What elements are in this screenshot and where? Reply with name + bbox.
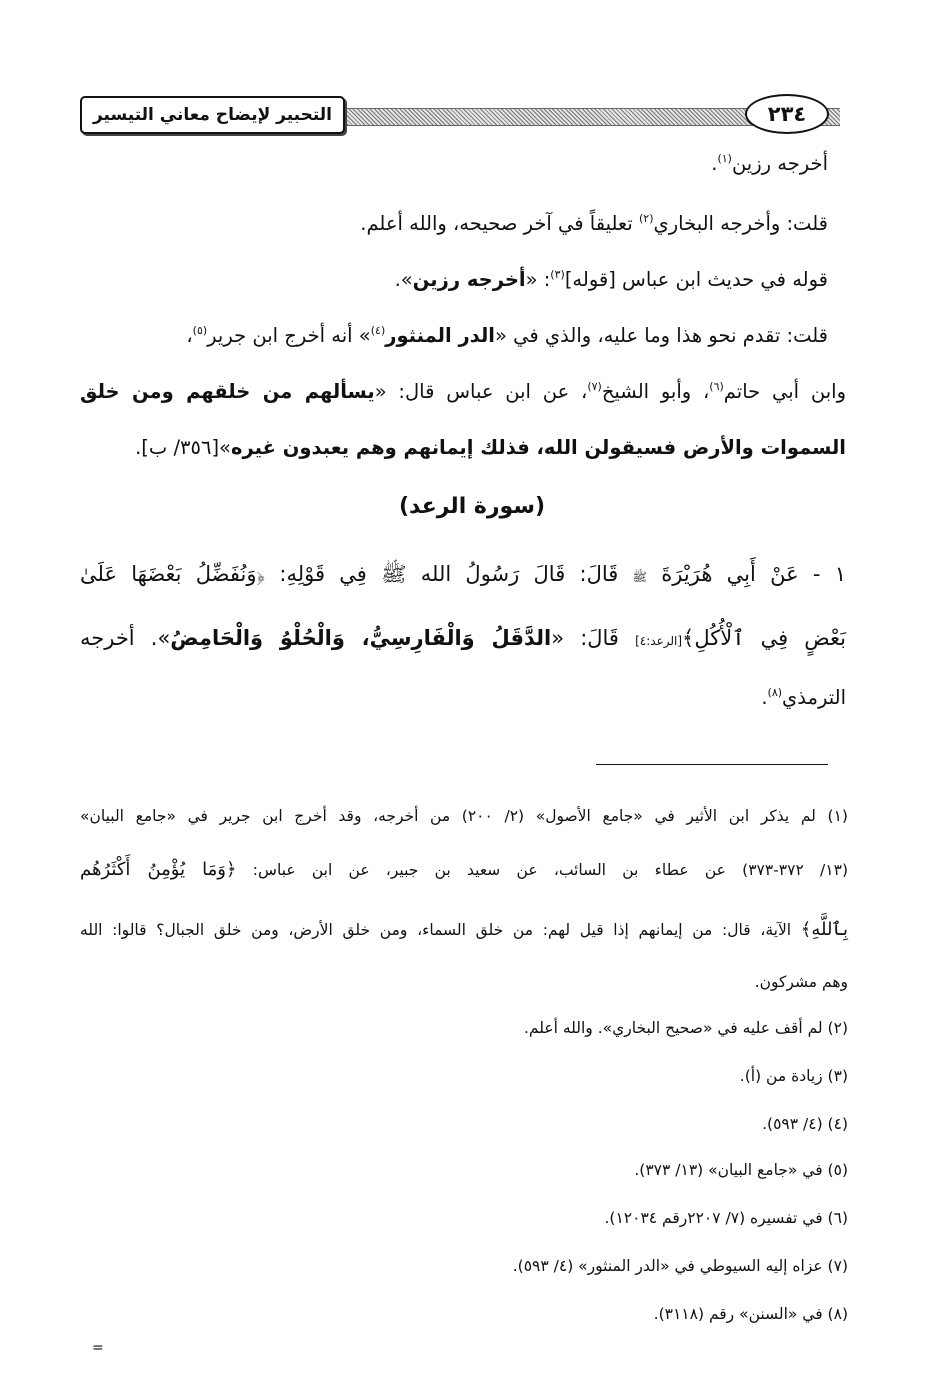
footnote-separator	[596, 764, 828, 765]
footnote-1-line-1: (١) لم يذكر ابن الأثير في «جامع الأصول» (٢/ ٢٠٠) من أخرجه، وقد أخرج ابن جرير في «جامع البيان»	[80, 807, 848, 825]
honorific-glyph: ﷺ	[632, 570, 648, 584]
bottom-mark: =	[92, 1340, 104, 1356]
body-line-6: السموات والأرض فسيقولن الله، فذلك إيمانهم وهم يعبدون غيره»[٣٥٦/ ب].	[135, 436, 846, 459]
body-line-2: قلت: وأخرجه البخاري$^{(٢)}$ تعليقاً في آخر صحيحه، والله أعلم.	[360, 212, 828, 235]
quran-quote: ﴿وَنُفَضِّلُ بَعْضَهَا عَلَىٰ	[80, 562, 266, 586]
footnote-4: (٤) (٤/ ٥٩٣).	[762, 1115, 848, 1133]
body-line-3: قوله في حديث ابن عباس [قوله]$^{(٣)}$: «أخرجه رزين».	[394, 268, 828, 291]
footnote-5: (٥) في «جامع البيان» (١٣/ ٣٧٣).	[634, 1161, 848, 1179]
footnote-3: (٣) زيادة من (أ).	[739, 1067, 848, 1085]
body-line-5: وابن أبي حاتم$^{(٦)}$، وأبو الشيخ$^{(٧)}$، عن ابن عباس قال: «يسألهم من خلقهم ومن خلق	[80, 380, 846, 403]
footnote-ref: (٧)	[587, 380, 602, 393]
footnote-1-line-3: بِٱللَّهِ﴾ الآية، قال: من إيمانهم إذا قيل لهم: من خلق السماء، ومن خلق الأرض، ومن خلق الجبال؟ قالوا: الله	[80, 919, 848, 940]
footnote-ref: (١)	[717, 152, 732, 165]
footnote-2: (٢) لم أقف عليه في «صحيح البخاري». والله أعلم.	[523, 1019, 848, 1037]
footnote-1-line-2: (١٣/ ٣٧٢-٣٧٣) عن عطاء بن السائب، عن سعيد بن جبير، عن ابن عباس: ﴿وَمَا يُؤْمِنُ أَكْثَرُهُم	[80, 859, 848, 880]
book-title: التحبير لإيضاح معاني التيسير	[80, 96, 345, 134]
footnote-ref: (٣)	[550, 268, 565, 281]
quran-quote: بَعْضٍ فِي ٱلْأُكُلِ﴾	[682, 626, 847, 650]
footnote-1-line-4: وهم مشركون.	[754, 973, 848, 991]
footnote-6: (٦) في تفسيره (٧/ ٢٢٠٧رقم ١٢٠٣٤).	[604, 1209, 848, 1227]
salawat-glyph: ﷺ	[381, 562, 407, 586]
quran-quote: ﴿وَمَا يُؤْمِنُ أَكْثَرُهُم	[80, 859, 237, 880]
verse-reference: [الرعد:٤]	[635, 634, 683, 648]
hadith-line-3: الترمذي$^{(٨)}$.	[761, 686, 846, 709]
body-line-1: أخرجه رزين$^{(١)}$.	[711, 152, 828, 175]
quran-quote: بِٱللَّهِ﴾	[800, 919, 848, 940]
hadith-line-2: بَعْضٍ فِي ٱلْأُكُلِ﴾[الرعد:٤] قَالَ: «الدَّقَلُ وَالْفَارِسِيُّ، وَالْحُلْوُ وَالْحَامِضُ». أخرجه	[80, 626, 847, 650]
footnote-8: (٨) في «السنن» رقم (٣١١٨).	[653, 1305, 848, 1323]
body-line-4: قلت: تقدم نحو هذا وما عليه، والذي في «الدر المنثور$^{(٤)}$» أنه أخرج ابن جرير$^{(٥)}$،	[186, 324, 828, 347]
footnote-ref: (٢)	[638, 212, 654, 225]
footnote-7: (٧) عزاه إليه السيوطي في «الدر المنثور» (٤/ ٥٩٣).	[512, 1257, 848, 1275]
footnote-ref: (٦)	[709, 380, 724, 393]
hadith-line-1: ١ - عَنْ أَبِي هُرَيْرَةَ ﷺ قَالَ: قَالَ رَسُولُ الله ﷺ فِي قَوْلِهِ: ﴿وَنُفَضِّلُ بَعْضَهَا عَلَىٰ	[80, 562, 846, 586]
running-header	[80, 92, 840, 138]
page-number: ٢٣٤	[745, 94, 829, 134]
sura-heading: (سورة الرعد)	[398, 494, 546, 519]
footnote-ref: (٥)	[192, 324, 208, 337]
footnote-ref: (٤)	[370, 324, 386, 337]
footnote-ref: (٨)	[767, 686, 783, 699]
